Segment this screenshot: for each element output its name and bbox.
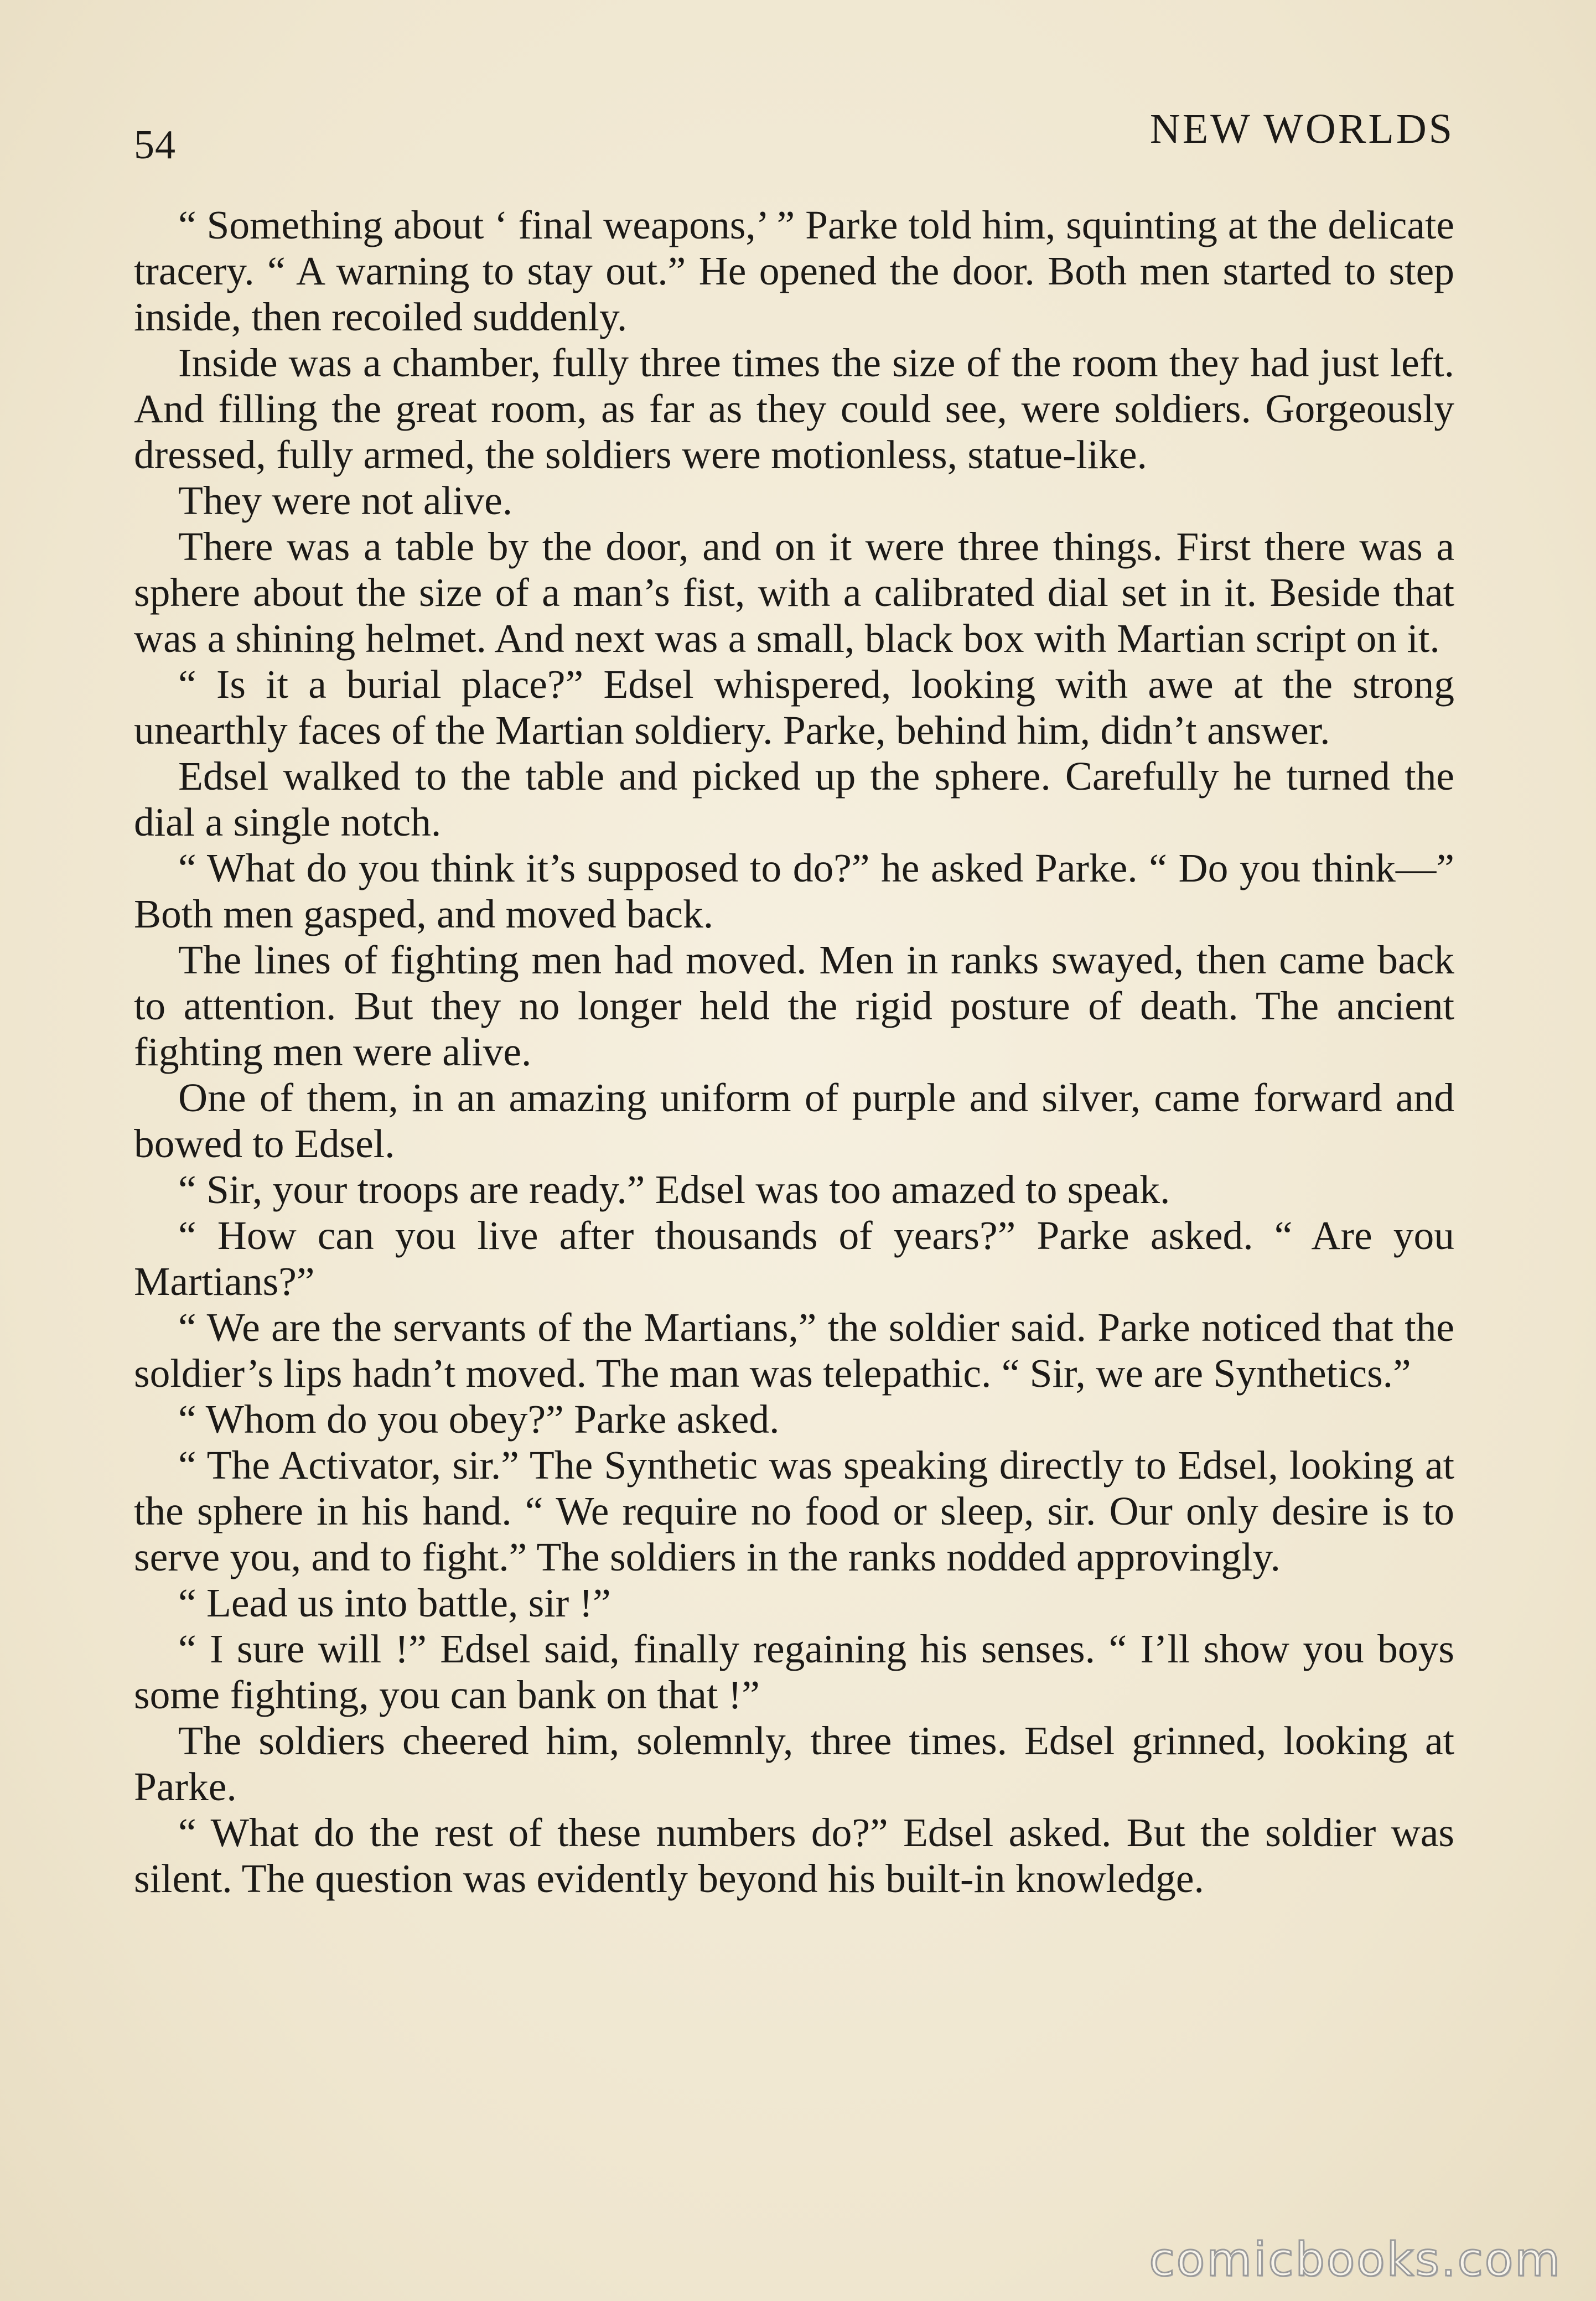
- page-header: [134, 105, 1454, 166]
- running-head: NEW WORLDS: [1149, 106, 1454, 152]
- paragraph: “ What do you think it’s supposed to do?” he asked Parke. “ Do you think—” Both men gasped, and moved back.: [134, 846, 1454, 936]
- paragraph: “ Sir, your troops are ready.” Edsel was too amazed to speak.: [178, 1167, 1170, 1212]
- paragraph: “ I sure will !” Edsel said, finally regaining his senses. “ I’ll show you boys some fighting, you can bank on that !”: [134, 1626, 1454, 1717]
- paragraph: One of them, in an amazing uniform of purple and silver, came forward and bowed to Edsel.: [134, 1075, 1454, 1166]
- paragraph: They were not alive.: [178, 478, 513, 523]
- paragraph: There was a table by the door, and on it were three things. First there was a sphere about the size of a man’s fist, with a calibrated dial set in it. Beside that was a shining helmet. And next was a small, black box with Martian script on it.: [134, 524, 1454, 661]
- paragraph: Inside was a chamber, fully three times the size of the room they had just left. And filling the great room, as far as they could see, were soldiers. Gorgeously dressed, fully armed, the soldiers were motionless, statue-like.: [134, 340, 1454, 477]
- paragraph: “ The Activator, sir.” The Synthetic was speaking directly to Edsel, looking at the sphere in his hand. “ We require no food or sleep, sir. Our only desire is to serve you, and to fight.” The soldiers in the ranks nodded approvingly.: [134, 1443, 1454, 1579]
- paragraph: “ Something about ‘ final weapons,’ ” Parke told him, squinting at the delicate tracery. “ A warning to stay out.” He opened the door. Both men started to step inside, then recoiled suddenly.: [134, 203, 1454, 339]
- paragraph: Edsel walked to the table and picked up the sphere. Carefully he turned the dial a single notch.: [134, 754, 1454, 844]
- watermark: comicbooks.com: [1149, 2232, 1562, 2287]
- paragraph: “ We are the servants of the Martians,” the soldier said. Parke noticed that the soldier’s lips hadn’t moved. The man was telepathic. “ Sir, we are Synthetics.”: [134, 1305, 1454, 1396]
- page-number: 54: [134, 122, 176, 168]
- story-text: [134, 202, 1454, 1901]
- paragraph: “ How can you live after thousands of years?” Parke asked. “ Are you Martians?”: [134, 1213, 1454, 1304]
- paragraph: The lines of fighting men had moved. Men in ranks swayed, then came back to attention. But they no longer held the rigid posture of death. The ancient fighting men were alive.: [134, 937, 1454, 1074]
- paragraph: “ Is it a burial place?” Edsel whispered, looking with awe at the strong unearthly faces of the Martian soldiery. Parke, behind him, didn’t answer.: [134, 662, 1454, 753]
- paragraph: The soldiers cheered him, solemnly, three times. Edsel grinned, looking at Parke.: [134, 1718, 1454, 1809]
- paragraph: “ Whom do you obey?” Parke asked.: [178, 1397, 780, 1442]
- paragraph: “ What do the rest of these numbers do?” Edsel asked. But the soldier was silent. The question was evidently beyond his built-in knowledge.: [134, 1810, 1454, 1901]
- paragraph: “ Lead us into battle, sir !”: [178, 1580, 611, 1625]
